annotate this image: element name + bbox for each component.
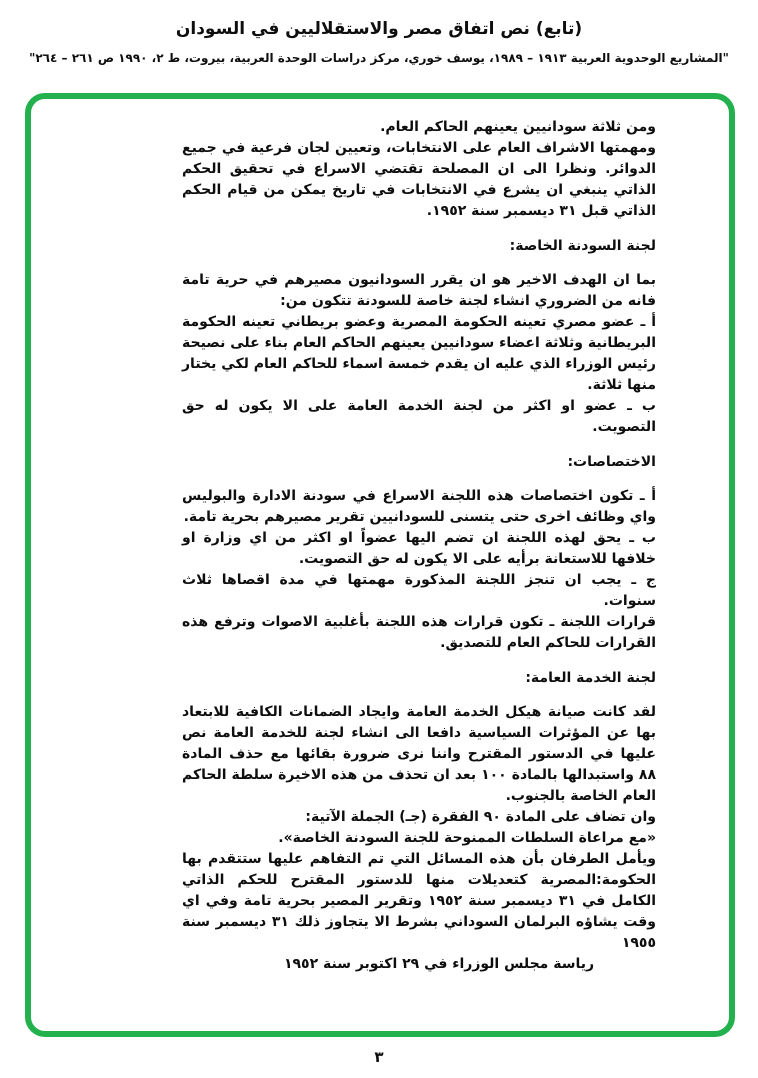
section-heading: لجنة الخدمة العامة: (525, 670, 656, 686)
source-citation-line: "المشاريع الوحدوية العربية ١٩١٣ – ١٩٨٩، يوسف خوري، مركز دراسات الوحدة العربية، بيروت، ط ٢، ١٩٩٠ ص ٢٦١ – ٢٦٤" (29, 51, 729, 65)
section-heading: الاختصاصات: (567, 454, 656, 470)
page-number: ٣ (374, 1048, 384, 1066)
document-body (182, 117, 656, 975)
paragraph: ج ـ يجب ان تنجز اللجنة المذكورة مهمتها في مدة اقصاها ثلاث سنوات. (182, 572, 656, 609)
paragraph: ومن ثلاثة سودانيين يعينهم الحاكم العام. (380, 119, 656, 135)
paragraph: ويأمل الطرفان بأن هذه المسائل التي تم التفاهم عليها ستتقدم بها الحكومة:المصرية كتعديلات منها للدستور المقترح للحكم الذاتي الكامل في ٣١ ديسمبر سنة ١٩٥٢ وتقرير المصير بحرية تامة وفي اي وقت يشاؤه البرلمان السوداني بشرط الا يتجاوز ذلك ٣١ ديسمبر سنة ١٩٥٥ (182, 851, 656, 951)
paragraph: رياسة مجلس الوزراء في ٢٩ اكتوبر سنة ١٩٥٢ (283, 956, 595, 972)
document-frame (25, 93, 735, 1037)
paragraph: بما ان الهدف الاخير هو ان يقرر السودانيون مصيرهم في حرية تامة فانه من الضروري انشاء لجنة خاصة للسودنة تتكون من: (182, 272, 656, 309)
paragraph: «مع مراعاة السلطات الممنوحة للجنة السودنة الخاصة». (278, 830, 656, 846)
paragraph: وان تضاف على المادة ٩٠ الفقرة (جـ) الجملة الآتية: (305, 809, 656, 825)
section-heading: لجنة السودنة الخاصة: (509, 238, 656, 254)
paragraph: لقد كانت صيانة هيكل الخدمة العامة وايجاد الضمانات الكافية للابتعاد بها عن المؤثرات السياسية دافعا الى انشاء لجنة للخدمة العامة نص عليها في الدستور المقترح واننا نرى ضرورة بقائها مع حذف المادة ٨٨ واستبدالها بالمادة ١٠٠ بعد ان تحذف من هذه الاخيرة سلطة الحاكم العام الخاصة بالجنوب. (182, 704, 656, 804)
paragraph: ب ـ عضو او اكثر من لجنة الخدمة العامة على الا يكون له حق التصويت. (182, 398, 656, 435)
paragraph: أ ـ تكون اختصاصات هذه اللجنة الاسراع في سودنة الادارة والبوليس واي وظائف اخرى حتى يتسنى للسودانيين تقرير مصيرهم بحرية تامة. (182, 488, 656, 525)
page-title: (تابع) نص اتفاق مصر والاستقلاليين في السودان (175, 19, 583, 39)
paragraph: أ ـ عضو مصري تعينه الحكومة المصرية وعضو بريطاني تعينه الحكومة البريطانية وثلاثة اعضاء سودانيين يعينهم الحاكم العام بناء على نصيحة رئيس الوزراء الذي عليه ان يقدم خمسة اسماء للحاكم العام لكي يختار منها ثلاثة. (182, 314, 656, 393)
paragraph: ب ـ يحق لهذه اللجنة ان تضم اليها عضواً او اكثر من اي وزارة او خلافها للاستعانة برأيه على الا يكون له حق التصويت. (182, 530, 656, 567)
header (0, 18, 758, 66)
paragraph: ومهمتها الاشراف العام على الانتخابات، وتعيين لجان فرعية في جميع الدوائر. ونظرا الى ان المصلحة تقتضي الاسراع في تحقيق الحكم الذاتي ينبغي ان يشرع في الانتخابات في تاريخ يمكن من قيام الحكم الذاتي قبل ٣١ ديسمبر سنة ١٩٥٢. (182, 140, 656, 219)
paragraph: قرارات اللجنة ـ تكون قرارات هذه اللجنة بأغلبية الاصوات وترفع هذه القرارات للحاكم العام للتصديق. (182, 614, 656, 651)
